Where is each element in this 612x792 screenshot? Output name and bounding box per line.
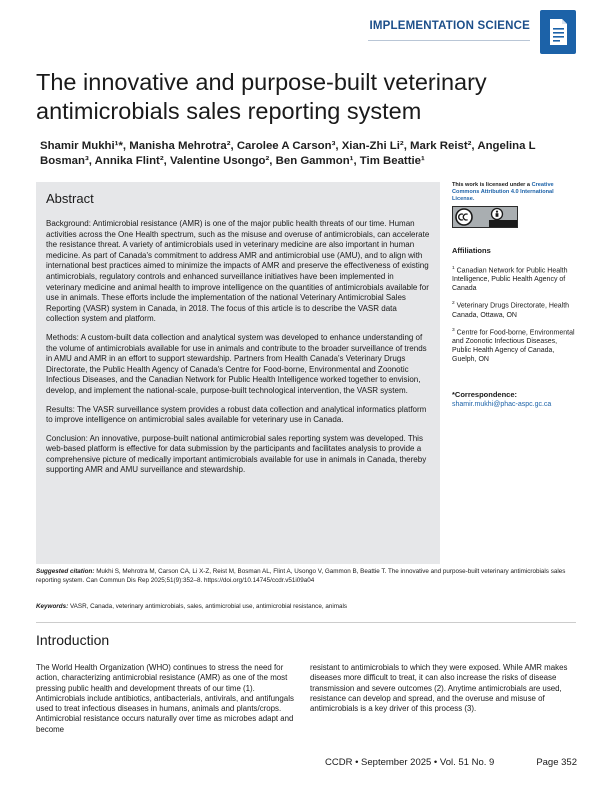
keywords-text: VASR, Canada, veterinary antimicrobials, sales, antimicrobial use, antimicrobial resistance, animals (69, 603, 348, 610)
suggested-citation (36, 568, 576, 585)
abstract-methods: Methods: A custom-built data collection and analytical system was developed to enhance understanding of the volume of antimicrobials available for use in animals and contribute to the broader surveillance of trends in AMU and AMR in an effort to support stewardship. Partners from Health Canada's Veterinary Drugs Directorate, the Public Health Agency of Canada's Centre for Food-borne, Environmental and Zoonotic Infectious Diseases, and the Canadian Network for Public Health Intelligence worked together to envision, develop, and implement the national-scale, purpose-built technological intervention, the VASR system. (46, 332, 427, 395)
affiliation-item: $^1$ Canadian Network for Public Health Intelligence, Public Health Agency of Canada (452, 266, 568, 293)
keywords (36, 603, 576, 612)
journal-issue: CCDR • September 2025 • Vol. 51 No. 9 (325, 757, 495, 768)
affiliation-item: $^2$ Veterinary Drugs Directorate, Health Canada, Ottawa, ON (452, 301, 570, 319)
document-icon (540, 10, 576, 54)
introduction-heading: Introduction (36, 632, 110, 648)
affiliations-heading: Affiliations (452, 246, 491, 255)
article-title: The innovative and purpose-built veterinary antimicrobials sales reporting system (36, 69, 487, 124)
keywords-label: Keywords: (36, 603, 69, 610)
correspondence-heading: *Correspondence: (452, 390, 518, 399)
license-link[interactable]: Creative Commons Attribution 4.0 International License. (452, 182, 554, 202)
section-divider (368, 40, 530, 41)
abstract-results: Results: The VASR surveillance system provides a robust data collection and analytical informatics platform to improve intelligence on antimicrobial sales available for veterinary use in Canada. (46, 404, 427, 425)
abstract-heading: Abstract (46, 191, 94, 206)
page-number: Page 352 (536, 757, 577, 768)
section-rule (36, 622, 576, 623)
section-label: IMPLEMENTATION SCIENCE (369, 20, 530, 32)
affiliations-list (452, 264, 576, 370)
citation-text: Mukhi S, Mehrotra M, Carson CA, Li X-Z, Reist M, Bosman AL, Flint A, Usongo V, Gammon B, Beattie T. The innovative and purpose-built veterinary antimicrobials sales reporting system. Can Commun Dis Rep 2025;51(9):352–8. https://doi.org/10.14745/ccdr.v51i09a04 (36, 568, 566, 584)
license-text: This work is licensed under a (452, 182, 531, 188)
citation-label: Suggested citation: (36, 568, 95, 575)
introduction-column-right: resistant to antimicrobials to which they were exposed. While AMR makes diseases more difficult to treat, it can also increase the risks of disease transmission and severe outcomes (2). Anytime antimicrobials are used, resistance can develop and spread, and the overuse and misuse of antimicrobials is a key driver of this process (3). (310, 663, 568, 714)
abstract-background: Background: Antimicrobial resistance (AMR) is one of the major public health threats of our time. Human activities across the One Health spectrum, such as the misuse and overuse of antimicrobials, can accelerate the resistance threat. A variety of antimicrobials used in veterinary medicine are also important in human medicine. As part of Canada's commitment to address AMR and antimicrobial use (AMU), and to align with international best practices aimed to minimize the impacts of AMR and preserve the effectiveness of existing antimicrobials, regulatory controls and enhanced surveillance initiatives have been implemented in veterinary medicine and animal health to improve intelligence on the quantities of antimicrobials available for use in animals. These efforts include the implementation of the national Veterinary Antimicrobial Sales Reporting (VASR) system in Canada, in 2018. The focus of this article is to describe the VASR data collection system and platform. (46, 219, 430, 324)
cc-by-license-icon[interactable] (452, 206, 518, 228)
correspondence-email[interactable]: shamir.mukhi@phac-aspc.gc.ca (452, 401, 552, 408)
page-footer (325, 757, 577, 768)
abstract-conclusion: Conclusion: An innovative, purpose-built national antimicrobial sales reporting system was developed. This web-based platform is effective for data submission by the participants and facilitates analysis to provide a comprehensive picture of medically important antimicrobials available for use in animals in Canada, thereby supporting AMR and AMU surveillance and stewardship. (46, 433, 427, 475)
license-note (452, 182, 577, 203)
introduction-column-left: The World Health Organization (WHO) continues to stress the need for action, characterizing antimicrobial resistance (AMR) as one of the most pressing public health and development threats of our time (1). Antimicrobials include antibiotics, antibacterials, antivirals, and antifungals used to treat infectious diseases in humans, animals and plants/crops. Antimicrobial resistance occurs naturally over time as microbes adapt and become (36, 663, 294, 734)
abstract-box (36, 182, 440, 564)
affiliation-item: $^3$ Centre for Food-borne, Environmental and Zoonotic Infectious Diseases, Public Health Agency of Canada, Guelph, ON (452, 327, 575, 363)
author-list: Shamir Mukhi¹*, Manisha Mehrotra², Carolee A Carson³, Xian-Zhi Li², Mark Reist², Angelina L Bosman³, Annika Flint², Valentine Usongo², Ben Gammon¹, Tim Beattie¹ (40, 140, 536, 167)
